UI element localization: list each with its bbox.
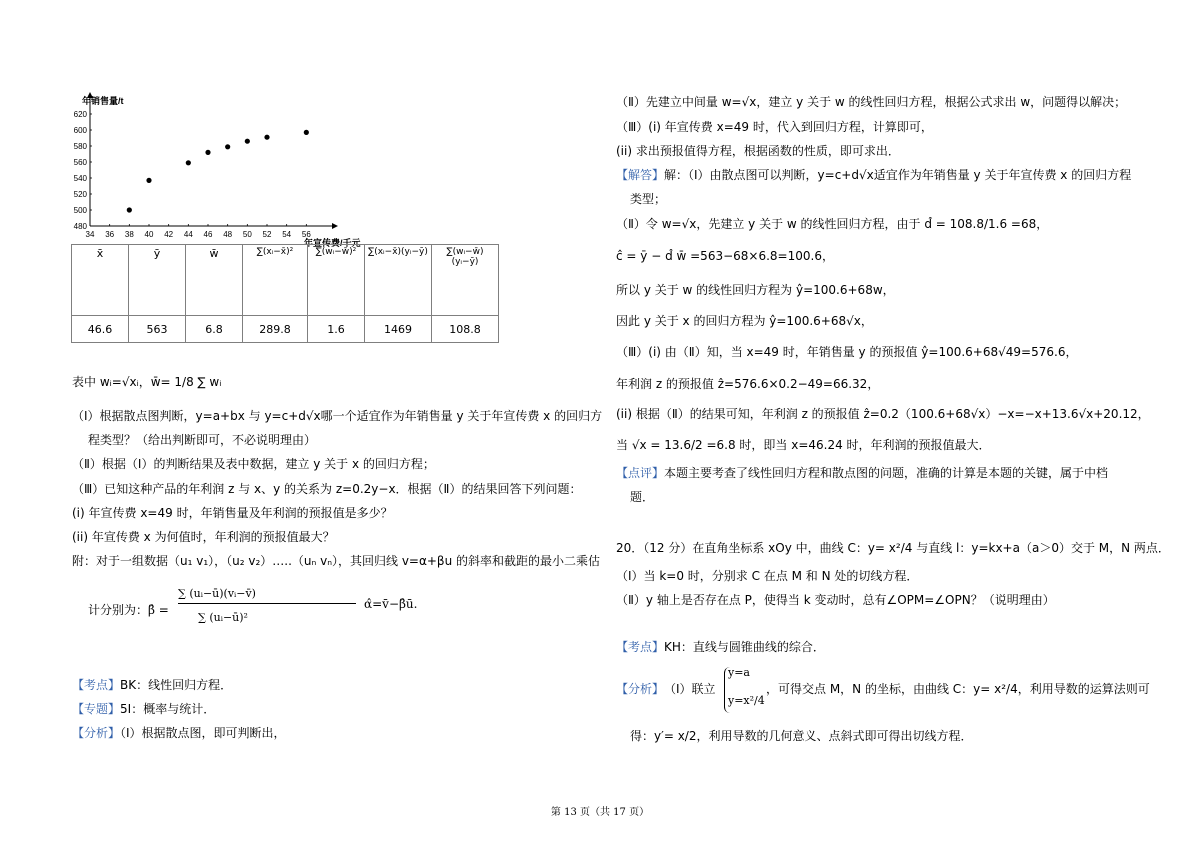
table-header-row xyxy=(72,245,499,316)
fenxi-20-text-c: 得：y′= x/2，利用导数的几何意义、点斜式即可得出切线方程． xyxy=(630,729,973,743)
x-axis-arrow xyxy=(332,223,338,229)
table-header-cell: ȳ xyxy=(129,245,186,316)
y-axis-label: 年销售量/t xyxy=(82,96,124,106)
x-tick-label: 50 xyxy=(242,230,252,239)
beta-numerator: ∑ (uᵢ−ū)(vᵢ−v̄) xyxy=(178,587,256,600)
table-cell: 1469 xyxy=(365,316,432,343)
beta-hat-symbol: β̂ = xyxy=(148,603,169,617)
jieda-text: 解：（Ⅰ）由散点图可以判断，y=c+d√x适宜作为年销售量 y 关于年宣传费 x 的回归方程 xyxy=(664,168,1132,182)
answer-3-line-3: (ii) 根据（Ⅱ）的结果可知，年利润 z 的预报值 ẑ=0.2（100.6+68√x）−x=−x+13.6√x+20.12， xyxy=(616,407,1150,421)
system-eq-1: y=a xyxy=(728,666,750,679)
fraction-bar xyxy=(178,603,356,604)
table-header-cell: ∑(wᵢ−w̄)(yᵢ−ȳ) xyxy=(432,245,499,316)
solution-step-3: （Ⅲ）(i) 年宣传费 x=49 时，代入到回归方程，计算即可， xyxy=(616,120,933,134)
table-cell: 289.8 xyxy=(243,316,308,343)
table-header-cell: ∑(wᵢ−w̄)² xyxy=(308,245,365,316)
data-point xyxy=(304,130,309,135)
table-header-cell: x̄ xyxy=(72,245,129,316)
question-3-part-i: (i) 年宣传费 x=49 时，年销售量及年利润的预报值是多少？ xyxy=(72,506,393,520)
fenxi-20-text-b: ，可得交点 M，N 的坐标，由曲线 C：y= x²/4，利用导数的运算法则可 xyxy=(766,682,1150,696)
table-note: 表中 wᵢ=√xᵢ，w̄= 1/8 ∑ wᵢ xyxy=(72,375,222,389)
alpha-hat-formula: α̂=v̄−β̂ū. xyxy=(364,597,418,611)
x-tick-label: 40 xyxy=(144,230,154,239)
x-tick-label: 56 xyxy=(301,230,311,239)
fenxi-20-tag: 【分析】 xyxy=(616,682,665,696)
y-tick-label: 480 xyxy=(73,222,87,231)
table-cell: 563 xyxy=(129,316,186,343)
x-tick-label: 48 xyxy=(223,230,233,239)
table-cell: 6.8 xyxy=(186,316,243,343)
y-tick-label: 600 xyxy=(73,126,87,135)
solution-step-3ii: (ii) 求出预报值得方程，根据函数的性质，即可求出． xyxy=(616,144,900,158)
x-tick-label: 52 xyxy=(262,230,272,239)
answer-3-line-4: 当 √x = 13.6/2 =6.8 时，即当 x=46.24 时，年利润的预报值最大． xyxy=(616,438,991,452)
kaodian-20-text: KH：直线与圆锥曲线的综合． xyxy=(664,640,825,654)
kaodian-text: BK：线性回归方程． xyxy=(120,678,233,692)
table-cell: 108.8 xyxy=(432,316,499,343)
x-axis-label: 年宣传费/千元 xyxy=(304,238,361,248)
fenxi-line xyxy=(72,725,286,741)
statistics-table xyxy=(71,244,499,343)
kaodian-20-line xyxy=(616,639,825,655)
y-tick-label: 500 xyxy=(73,206,87,215)
x-tick-label: 34 xyxy=(85,230,95,239)
x-tick-label: 38 xyxy=(124,230,134,239)
question-1-line-2: 程类型？（给出判断即可，不必说明理由） xyxy=(88,433,317,447)
appendix-text: 附：对于一组数据（u₁ v₁），（u₂ v₂）…..（uₙ vₙ），其回归线 v=α+βu 的斜率和截距的最小二乘估 xyxy=(72,554,601,568)
zhuanti-text: 5I：概率与统计． xyxy=(120,702,216,716)
data-point xyxy=(245,139,250,144)
question-20-part-2: （Ⅱ）y 轴上是否存在点 P，使得当 k 变动时，总有∠OPM=∠OPN？（说明理由） xyxy=(616,593,1055,607)
answer-3-line-1: （Ⅲ）(i) 由（Ⅱ）知，当 x=49 时，年销售量 y 的预报值 ŷ=100.6+68√49=576.6， xyxy=(616,345,1078,359)
x-tick-label: 54 xyxy=(282,230,292,239)
x-tick-label: 36 xyxy=(105,230,115,239)
x-tick-label: 46 xyxy=(203,230,213,239)
formula-label: 计分别为： xyxy=(88,603,149,617)
question-2: （Ⅱ）根据（Ⅰ）的判断结果及表中数据，建立 y 关于 x 的回归方程； xyxy=(72,457,435,471)
y-tick-label: 520 xyxy=(73,190,87,199)
dianping-tag: 【点评】 xyxy=(616,466,665,480)
fenxi-20-block xyxy=(616,665,1156,717)
table-header-cell: ∑(xᵢ−x̄)(yᵢ−ȳ) xyxy=(365,245,432,316)
data-point xyxy=(264,135,269,140)
fenxi-text: （Ⅰ）根据散点图，即可判断出， xyxy=(120,726,286,740)
kaodian-tag: 【考点】 xyxy=(72,678,121,692)
answer-3-line-2: 年利润 z 的预报值 ẑ=576.6×0.2−49=66.32， xyxy=(616,377,880,391)
question-20: 20．（12 分）在直角坐标系 xOy 中，曲线 C：y= x²/4 与直线 l：y=kx+a（a＞0）交于 M，N 两点． xyxy=(616,541,1170,555)
question-20-part-1: （Ⅰ）当 k=0 时，分别求 C 在点 M 和 N 处的切线方程． xyxy=(616,569,919,583)
jieda-line xyxy=(616,167,1131,183)
zhuanti-tag: 【专题】 xyxy=(72,702,121,716)
dianping-text: 本题主要考查了线性回归方程和散点图的问题，准确的计算是本题的关键，属于中档 xyxy=(664,466,1109,480)
table-header-cell: ∑(xᵢ−x̄)² xyxy=(243,245,308,316)
data-point xyxy=(186,160,191,165)
y-tick-label: 620 xyxy=(73,110,87,119)
dianping-line xyxy=(616,465,1108,481)
page-footer: 第 13 页（共 17 页） xyxy=(550,807,650,818)
question-1-line-1: （Ⅰ）根据散点图判断，y=a+bx 与 y=c+d√x哪一个适宜作为年销售量 y 关于年宣传费 x 的回归方 xyxy=(72,409,603,423)
answer-2-line-4: 因此 y 关于 x 的回归方程为 ŷ=100.6+68√x， xyxy=(616,314,873,328)
jieda-tag: 【解答】 xyxy=(616,168,665,182)
data-point xyxy=(205,150,210,155)
question-3-part-ii: (ii) 年宣传费 x 为何值时，年利润的预报值最大？ xyxy=(72,530,335,544)
fenxi-tag: 【分析】 xyxy=(72,726,121,740)
table-values-row xyxy=(72,316,499,343)
jieda-line-2: 类型； xyxy=(630,192,667,206)
data-point xyxy=(146,178,151,183)
zhuanti-line xyxy=(72,701,215,717)
system-eq-2: y=x²/4 xyxy=(728,694,765,707)
y-tick-label: 540 xyxy=(73,174,87,183)
beta-denominator: ∑ (uᵢ−ū)² xyxy=(198,611,248,624)
chart-svg xyxy=(60,90,361,250)
y-tick-label: 560 xyxy=(73,158,87,167)
table-cell: 1.6 xyxy=(308,316,365,343)
dianping-line-2: 题． xyxy=(630,490,655,504)
x-tick-label: 44 xyxy=(183,230,193,239)
x-tick-label: 42 xyxy=(164,230,174,239)
kaodian-20-tag: 【考点】 xyxy=(616,640,665,654)
answer-2-line-3: 所以 y 关于 w 的线性回归方程为 ŷ=100.6+68w， xyxy=(616,283,895,297)
answer-2-line-2: ĉ = ȳ − d̂ w̄ =563−68×6.8=100.6， xyxy=(616,249,834,263)
least-squares-formula xyxy=(88,580,418,640)
table-header-cell: w̄ xyxy=(186,245,243,316)
y-tick-label: 580 xyxy=(73,142,87,151)
answer-2-line-1: （Ⅱ）令 w=√x，先建立 y 关于 w 的线性回归方程，由于 d̂ = 108.8/1.6 =68， xyxy=(616,217,1049,231)
data-point xyxy=(127,207,132,212)
solution-step-2: （Ⅱ）先建立中间量 w=√x，建立 y 关于 w 的线性回归方程，根据公式求出 w，问题得以解决； xyxy=(616,95,1127,109)
table-cell: 46.6 xyxy=(72,316,129,343)
scatter-chart xyxy=(60,90,361,250)
data-point xyxy=(225,144,230,149)
question-3: （Ⅲ）已知这种产品的年利润 z 与 x、y 的关系为 z=0.2y−x．根据（Ⅱ）的结果回答下列问题： xyxy=(72,482,582,496)
fenxi-20-text-a: （Ⅰ）联立 xyxy=(664,682,716,696)
kaodian-line xyxy=(72,677,232,693)
